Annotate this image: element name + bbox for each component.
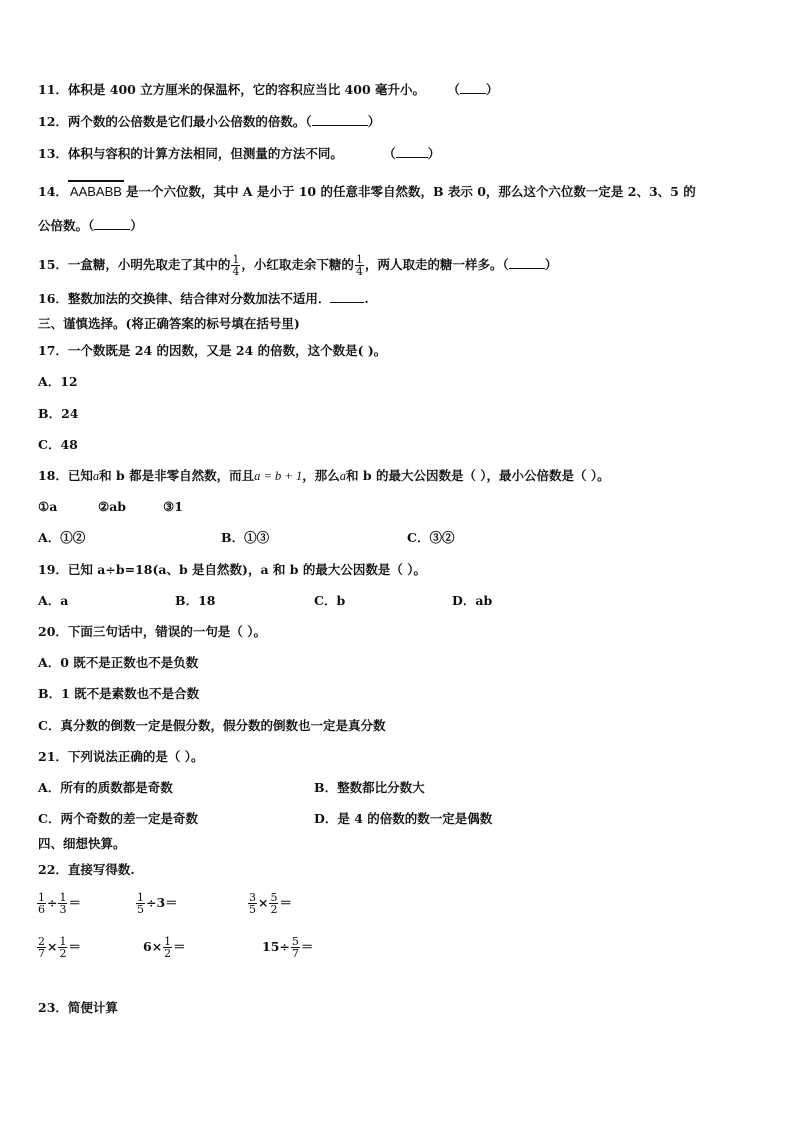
option-a[interactable]: A．0 既不是正数也不是负数 [38,655,199,670]
option-b[interactable]: B．1 既不是素数也不是合数 [38,686,200,701]
question-20: 20．下面三句话中，错误的一句是（ ）。 [38,624,267,639]
option-b[interactable]: B．①③ [221,530,270,545]
question-13: 13．体积与容积的计算方法相同，但测量的方法不同。 （ ） [38,146,441,161]
question-19: 19．已知 a÷b=18(a、b 是自然数)，a 和 b 的最大公因数是（ ）。 [38,562,426,577]
option-c[interactable]: C．两个奇数的差一定是奇数 [38,811,198,826]
section-heading-3: 三、谨慎选择。(将正确答案的标号填在括号里) [38,316,300,331]
section-heading-4: 四、细想快算。 [38,836,126,851]
question-12: 12．两个数的公倍数是它们最小公倍数的倍数。（ ） [38,114,381,129]
answer-blank[interactable] [460,82,486,94]
question-21: 21．下列说法正确的是（ ）。 [38,749,204,764]
option-d[interactable]: D．ab [452,593,493,608]
option-c[interactable]: C．真分数的倒数一定是假分数，假分数的倒数也一定是真分数 [38,718,386,733]
calc-item-1: $\frac{1}{6}$ ÷ $\frac{1}{3}$ ＝ [38,891,81,916]
calc-item-4: $\frac{2}{7}$ × $\frac{1}{2}$ ＝ [38,935,81,960]
question-18: 18．已知a和 b 都是非零自然数，而且a = b + 1，那么a和 b 的最大公因数是（ ），最小公倍数是（ ）。 [38,468,610,483]
option-a[interactable]: A．a [38,593,69,608]
calc-item-5: 6× $\frac{1}{2}$ ＝ [143,935,186,960]
option-b[interactable]: B．18 [175,593,216,608]
option-c[interactable]: C．③② [407,530,455,545]
question-11: 11．体积是 400 立方厘米的保温杯，它的容积应当比 400 毫升小。 （ ） [38,82,499,97]
question-14: 14． AABABB 是一个六位数，其中 A 是小于 10 的任意非零自然数，B 表示 0，那么这个六位数一定是 2、3、5 的 [38,180,696,200]
question-14-line2: 公倍数。（ ） [38,218,143,233]
choice-2: ②ab [98,499,127,514]
option-b[interactable]: B．24 [38,406,79,421]
question-17: 17．一个数既是 24 的因数，又是 24 的倍数，这个数是( )。 [38,343,387,358]
overline-number: AABABB [68,180,124,198]
calc-item-3: $\frac{3}{5}$ × $\frac{5}{2}$ ＝ [249,891,292,916]
option-a[interactable]: A．①② [38,530,86,545]
answer-blank[interactable] [312,114,368,126]
option-a[interactable]: A．所有的质数都是奇数 [38,780,173,795]
calc-item-2: $\frac{1}{5}$ ÷3＝ [137,891,178,916]
choice-1: ①a [38,499,58,514]
option-c[interactable]: C．48 [38,437,78,452]
answer-blank[interactable] [509,257,545,269]
answer-blank[interactable] [94,218,130,230]
answer-blank[interactable] [330,291,364,303]
option-d[interactable]: D．是 4 的倍数的数一定是偶数 [314,811,493,826]
fraction: $\frac{1}{4}$ [355,253,363,278]
question-23: 23．简便计算 [38,1000,118,1015]
calc-item-6: 15÷ $\frac{5}{7}$ ＝ [262,935,314,960]
option-b[interactable]: B．整数都比分数大 [314,780,425,795]
option-c[interactable]: C．b [314,593,346,608]
answer-blank[interactable] [396,146,428,158]
question-15: 15．一盒糖，小明先取走了其中的 $\frac{1}{4}$ ，小红取走余下糖的 $\frac{1}{4}$ ，两人取走的糖一样多。（ ） [38,253,558,278]
question-22: 22．直接写得数. [38,862,135,877]
option-a[interactable]: A．12 [38,374,78,389]
choice-3: ③1 [163,499,183,514]
fraction: $\frac{1}{4}$ [232,253,240,278]
question-16: 16．整数加法的交换律、结合律对分数加法不适用． . [38,291,369,306]
